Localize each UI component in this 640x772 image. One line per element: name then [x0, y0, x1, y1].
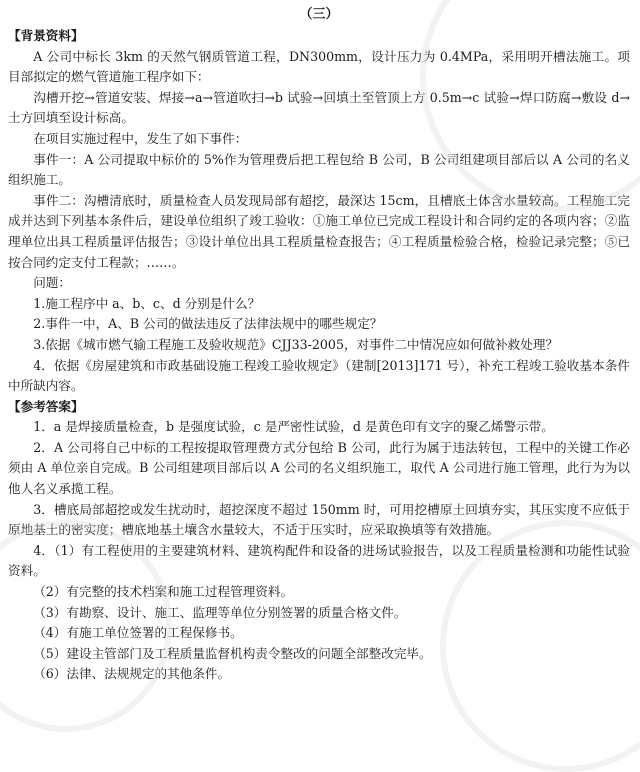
background-paragraph: 事件一：A 公司提取中标价的 5%作为管理费后把工程包给 B 公司，B 公司组建项目部后以 A 公司的名义组织施工。 [8, 151, 630, 188]
background-paragraph: A 公司中标长 3km 的天然气钢质管道工程，DN300mm，设计压力为 0.4MPa，采用明开槽法施工。项目部拟定的燃气管道施工程序如下： [8, 48, 630, 85]
question-item: 2.事件一中，A、B 公司的做法违反了法律法规中的哪些规定？ [33, 316, 383, 332]
background-paragraph: 沟槽开挖→管道安装、焊接→a→管道吹扫→b 试验→回填土至管顶上方 0.5m→c 试验→焊口防腐→敷设 d→土方回填至设计标高。 [8, 89, 630, 126]
answer-sub-item: （6）法律、法规规定的其他条件。 [33, 666, 231, 682]
answer-item: 4．（1）有工程使用的主要建筑材料、建筑构配件和设备的进场试验报告，以及工程质量检测和功能性试验资料。 [8, 542, 630, 579]
question-item: 1.施工程序中 a、b、c、d 分别是什么？ [33, 295, 261, 311]
question-item: 3.依据《城市燃气输工程施工及验收规范》CJJ33-2005，对事件二中情况应如何做补救处理？ [33, 336, 559, 352]
answer-sub-item: （5）建设主管部门及工程质量监督机构责令整改的问题全部整改完毕。 [33, 645, 432, 661]
answers-heading: 【参考答案】 [8, 398, 84, 414]
section-title: （三） [299, 7, 339, 22]
answer-sub-item: （2）有完整的技术档案和施工过程管理资料。 [33, 584, 294, 600]
answer-item: 2．A 公司将自己中标的工程按提取管理费方式分包给 B 公司，此行为属于违法转包，工程中的关键工作必须由 A 单位亲自完成。B 公司组建项目部后以 A 公司的名义组织施工，取代 A 公司进行施工管理，此行为为以他人名义承揽工程。 [8, 439, 630, 497]
answer-item: 3．槽底局部超挖或发生扰动时，超挖深度不超过 150mm 时，可用挖槽原土回填夯实，其压实度不应低于原地基土的密实度；槽底地基土壤含水量较大，不适于压实时，应采取换填等有效措施。 [8, 501, 630, 538]
background-paragraph: 事件二：沟槽清底时，质量检查人员发现局部有超挖，最深达 15cm，且槽底土体含水量较高。工程施工完成并达到下列基本条件后，建设单位组织了竣工验收：①施工单位已完成工程设计和合同约定的各项内容；②监理单位出具工程质量评估报告；③设计单位出具工程质量检查报告；④工程质量检验合格，检验记录完整；⑤已按合同约定支付工程款；……。 [8, 192, 630, 270]
background-paragraph: 在项目实施过程中，发生了如下事件： [33, 130, 248, 146]
question-item: 4．依据《房屋建筑和市政基础设施工程竣工验收规定》（建制[2013]171 号），补充工程竣工验收基本条件中所缺内容。 [8, 357, 630, 394]
answer-sub-item: （3）有勘察、设计、施工、监理等单位分别签署的质量合格文件。 [33, 604, 407, 620]
answer-sub-item: （4）有施工单位签署的工程保修书。 [33, 625, 243, 641]
questions-heading: 问题： [33, 275, 71, 291]
answer-item: 1．a 是焊接质量检查，b 是强度试验，c 是严密性试验，d 是黄色印有文字的聚乙烯警示带。 [33, 419, 554, 435]
background-heading: 【背景资料】 [8, 28, 84, 43]
